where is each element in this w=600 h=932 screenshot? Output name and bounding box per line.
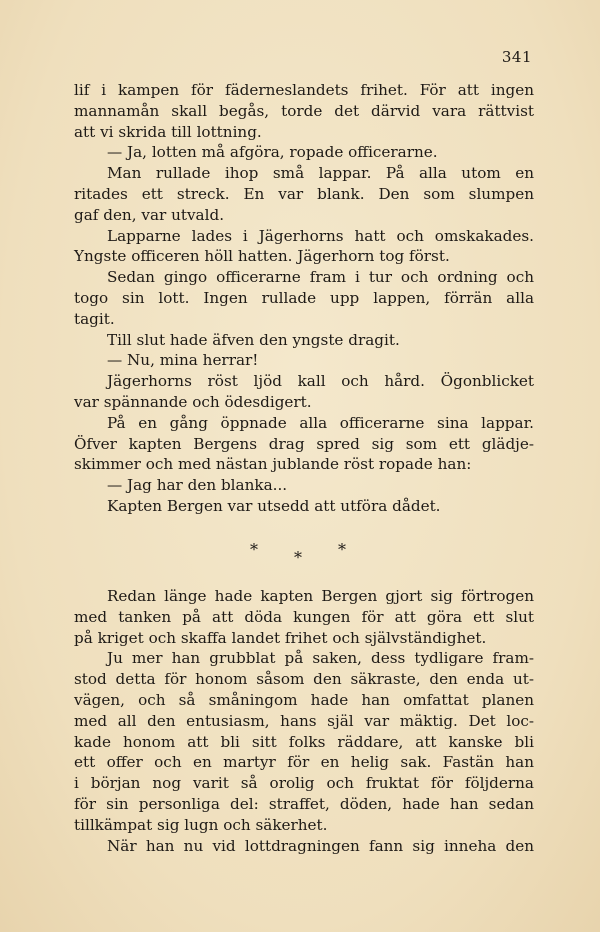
section-break-asterism xyxy=(240,540,360,570)
text-line: Sedan gingo officerarne fram i tur och ordning och xyxy=(107,268,534,287)
text-line: Till slut hade äfven den yngste dragit. xyxy=(107,330,400,349)
text-line: På en gång öppnade alla officerarne sina lappar. xyxy=(107,413,534,432)
asterism-star: * xyxy=(294,548,302,567)
text-line: kade honom att bli sitt folks räddare, att kanske bli xyxy=(74,732,534,751)
text-line: lif i kampen för fäderneslandets frihet. För att ingen xyxy=(74,81,534,99)
text-line: på kriget och skaffa landet frihet och självständighet. xyxy=(74,628,487,647)
text-line: ritades ett streck. En var blank. Den som slumpen xyxy=(74,184,534,203)
text-line: Lapparne lades i Jägerhorns hatt och omskakades. xyxy=(107,226,534,245)
asterism-star: * xyxy=(250,540,258,559)
text-line: togo sin lott. Ingen rullade upp lappen, förrän alla xyxy=(74,288,534,307)
text-line: — Ja, lotten må afgöra, ropade officerarne. xyxy=(107,143,438,162)
text-line: skimmer och med nästan jublande röst ropade han: xyxy=(74,455,472,474)
text-block-lower xyxy=(74,586,534,856)
text-line: Öfver kapten Bergens drag spred sig som ett glädje- xyxy=(74,434,534,453)
page-number: 341 xyxy=(501,48,532,66)
text-line: stod detta för honom såsom den säkraste, den enda ut- xyxy=(74,670,534,689)
text-line: Ju mer han grubblat på saken, dess tydligare fram- xyxy=(107,649,534,668)
text-line: Redan länge hade kapten Bergen gjort sig förtrogen xyxy=(107,587,534,605)
text-line: När han nu vid lottdragningen fann sig inneha den xyxy=(107,836,534,855)
text-line: i början nog varit så orolig och fruktat för följderna xyxy=(74,774,534,793)
text-line: med tanken på att döda kungen för att göra ett slut xyxy=(74,607,534,626)
text-line: Kapten Bergen var utsedd att utföra dådet. xyxy=(107,496,441,515)
text-line: tillkämpat sig lugn och säkerhet. xyxy=(74,815,328,834)
text-line: mannamån skall begås, torde det därvid vara rättvist xyxy=(74,101,534,120)
text-line: med all den entusiasm, hans själ var mäktig. Det loc- xyxy=(74,711,534,730)
text-line: Jägerhorns röst ljöd kall och hård. Ögonblicket xyxy=(107,372,534,391)
text-line: gaf den, var utvald. xyxy=(74,205,225,224)
text-line: — Nu, mina herrar! xyxy=(107,351,259,370)
text-line: vägen, och så småningom hade han omfattat planen xyxy=(74,690,534,709)
text-line: att vi skrida till lottning. xyxy=(74,122,262,141)
text-block-upper xyxy=(74,80,534,517)
text-line: Yngste officeren höll hatten. Jägerhorn tog först. xyxy=(74,247,450,266)
text-line: tagit. xyxy=(74,309,115,328)
text-line: ett offer och en martyr för en helig sak. Fastän han xyxy=(74,753,534,772)
text-line: var spännande och ödesdigert. xyxy=(74,392,312,411)
text-line: — Jag har den blanka... xyxy=(107,476,288,495)
asterism-star: * xyxy=(338,540,346,559)
text-line: Man rullade ihop små lappar. På alla utom en xyxy=(107,164,534,183)
text-line: för sin personliga del: straffet, döden, hade han sedan xyxy=(74,794,534,813)
